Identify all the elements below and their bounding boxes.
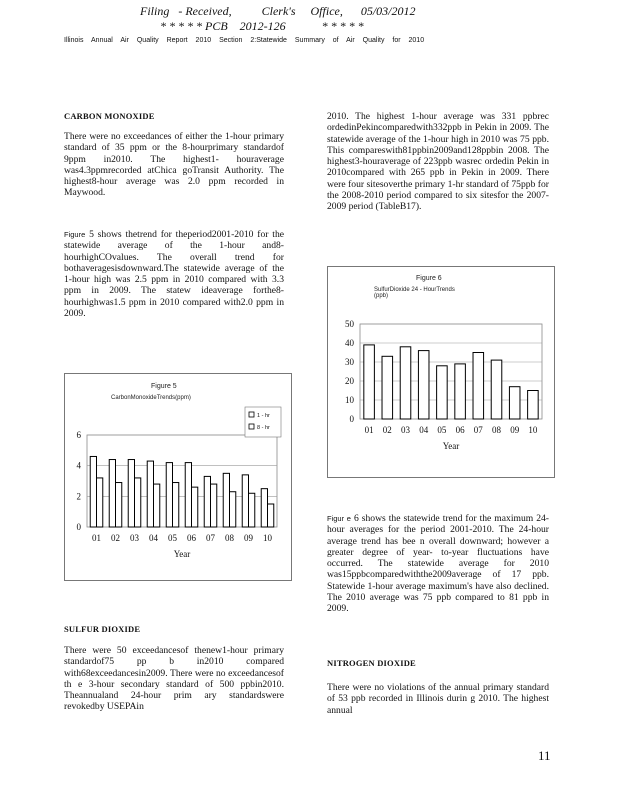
figure-6-plot [328, 267, 554, 477]
figure-5-plot [65, 374, 291, 580]
bar-2-06 [192, 487, 198, 527]
no2-paragraph [327, 682, 549, 716]
so2-heading: SULFUR DIOXIDE [64, 624, 141, 634]
no2-paragraph-text: There were no violations of the annual primary standard of 53 ppb recorded in Illinois durin g 2010. The highest annual [327, 682, 549, 716]
report-running-header: Illinois Annual Air Quality Report 2010 Section 2:Statewide Summary of Air Quality for 2010 [64, 37, 425, 44]
bar-1-03 [128, 460, 134, 527]
co-paragraph-2 [64, 229, 284, 319]
bar-2-02 [116, 483, 122, 527]
filing-header: Filing - Received, Clerk's Office, 05/03/2012 [140, 4, 416, 18]
bar-2-07 [211, 484, 217, 527]
x-tick-label: 02 [111, 533, 120, 543]
x-tick-label: 03 [130, 533, 139, 543]
legend-box [245, 407, 281, 437]
figure-5-chart [64, 373, 292, 581]
x-tick-label: 03 [401, 425, 410, 435]
x-tick-label: 05 [168, 533, 177, 543]
y-tick-label: 50 [345, 319, 354, 329]
co-paragraph-2-text [64, 229, 284, 319]
bar-1-09 [509, 387, 520, 419]
bar-1-08 [223, 473, 229, 527]
co-heading: CARBON MONOXIDE [64, 111, 155, 121]
x-tick-label: 02 [382, 425, 392, 435]
bar-1-06 [185, 463, 191, 527]
chart-title: Figure 6 [416, 275, 442, 282]
bar-1-10 [261, 489, 267, 527]
x-tick-label: 09 [244, 533, 253, 543]
y-tick-label: 4 [76, 460, 81, 471]
x-axis-label: Year [173, 549, 191, 559]
y-tick-label: 40 [345, 338, 354, 348]
so2-paragraph-text: There were 50 exceedancesof thenew1-hour primary standardof75 pp b in2010 compared with68exceedancesin2009. There were no exceedancesof th e 3-hour secondary standard of 500 ppbin2010. Theannualand 24-hour prim ary standardswere revokedby USEPAin [64, 645, 284, 713]
bar-1-06 [455, 364, 466, 419]
legend-swatch [249, 424, 254, 429]
legend-label: 1 - hr [257, 413, 270, 419]
co-paragraph-2-body: 5 shows thetrend for theperiod2001-2010 for the statewide average of the 1-hour and8-hourhighCOvalues. The overall trend for bothaveragesisdownward.The statewide average of the 1-hour high was 2.5 ppm in 2010 compared with 3.3 ppm in 2009. The statew ideaverage forthe8-hourhighwas1.5 ppm in 2010 compared with2.0 ppm in 2009. [64, 229, 284, 320]
so2-paragraph [64, 645, 284, 713]
bar-1-01 [90, 456, 96, 527]
y-tick-label: 30 [345, 357, 354, 367]
bar-1-05 [437, 366, 448, 419]
legend-label: 8 - hr [257, 425, 270, 431]
y-tick-label: 0 [76, 522, 81, 532]
bar-1-07 [473, 353, 484, 420]
x-tick-label: 08 [225, 533, 234, 543]
bar-1-10 [528, 391, 539, 420]
legend-swatch [249, 412, 254, 417]
bar-1-04 [147, 461, 153, 527]
bar-1-09 [242, 475, 248, 527]
bar-2-04 [154, 484, 160, 527]
bar-1-04 [418, 351, 429, 419]
chart-title: Figure 5 [151, 383, 177, 390]
chart-subtitle: CarbonMonoxideTrends(ppm) [111, 395, 191, 401]
figure-ref-label: Figur e [327, 514, 351, 523]
x-tick-label: 07 [206, 533, 215, 543]
bar-1-02 [109, 460, 115, 527]
x-tick-label: 04 [149, 533, 158, 543]
bar-1-02 [382, 356, 393, 419]
bar-2-08 [230, 492, 236, 527]
bar-1-05 [166, 463, 172, 527]
bar-1-01 [364, 345, 375, 419]
no2-heading: NITROGEN DIOXIDE [327, 658, 416, 668]
y-tick-label: 10 [345, 395, 354, 405]
y-tick-label: 0 [349, 414, 354, 424]
so2-paragraph-continued [327, 111, 549, 213]
x-tick-label: 06 [187, 533, 196, 543]
y-tick-label: 20 [345, 376, 354, 386]
figure-6-chart [327, 266, 555, 478]
bar-1-08 [491, 360, 502, 419]
chart-subtitle: SulfurDioxide 24 - HourTrends (ppb) [374, 287, 455, 299]
co-paragraph-1-text: There were no exceedances of either the 1-hour primary standard of 35 ppm or the 8-hourprimary standardof 9ppm in2010. The highest1- houraverage was4.3ppmrecorded atChica goTransit Authority. The highest8-hour average was 2.0 ppm recorded in Maywood. [64, 131, 284, 199]
x-tick-label: 08 [492, 425, 501, 435]
co-paragraph-1 [64, 131, 284, 199]
pcb-header: * * * * * PCB 2012-126 * * * * * [160, 19, 364, 33]
x-tick-label: 01 [92, 533, 101, 543]
bar-2-09 [249, 493, 255, 527]
x-tick-label: 06 [455, 425, 465, 435]
x-tick-label: 10 [263, 533, 272, 543]
page-number: 11 [538, 748, 551, 763]
so2-paragraph-continued-text: 2010. The highest 1-hour average was 331 ppbrec ordedinPekincomparedwith332ppb in Pekin in 2009. The statewide average of the 1-hour high in 2010 was 75 ppb. This compareswith81ppbin2009and128ppbin 2008. The highest3-houraverage of 223ppb wasrec ordedin Pekin in 2010compared with 265 ppb in Pekin in 2009. There were four sitesoverthe primary 1-hr standard of 75ppb for the 2008-2010 period compared to six sitesfor the 2007-2009 period (TableB17). [327, 111, 549, 213]
x-tick-label: 10 [528, 425, 538, 435]
x-tick-label: 07 [473, 425, 483, 435]
x-axis-label: Year [442, 441, 460, 451]
figure-ref-label: Figure [64, 230, 86, 239]
bar-1-03 [400, 347, 411, 419]
fig6-paragraph [327, 513, 549, 615]
bar-2-01 [97, 478, 103, 527]
y-tick-label: 6 [76, 430, 81, 440]
x-tick-label: 01 [364, 425, 374, 435]
bar-2-03 [135, 478, 141, 527]
bar-1-07 [204, 476, 210, 527]
bar-2-10 [268, 504, 274, 527]
x-tick-label: 05 [437, 425, 447, 435]
y-tick-label: 2 [76, 491, 81, 502]
x-tick-label: 04 [419, 425, 429, 435]
fig6-paragraph-body: 6 shows the statewide trend for the maximum 24-hour averages for the period 2001-2010. The 24-hour average trend has bee n overall downward; however a greater degree of year- to-year fluctuations have occurred. The statewide average for 2010 was15ppbcomparedwiththe2009average of 17 ppb. Statewide 1-hour average maximum's have also declined. The 2010 average was 75 ppb compared to 81 ppb in 2009. [327, 513, 550, 615]
x-tick-label: 09 [510, 425, 520, 435]
bar-2-05 [173, 483, 179, 527]
fig6-paragraph-text [327, 513, 549, 615]
